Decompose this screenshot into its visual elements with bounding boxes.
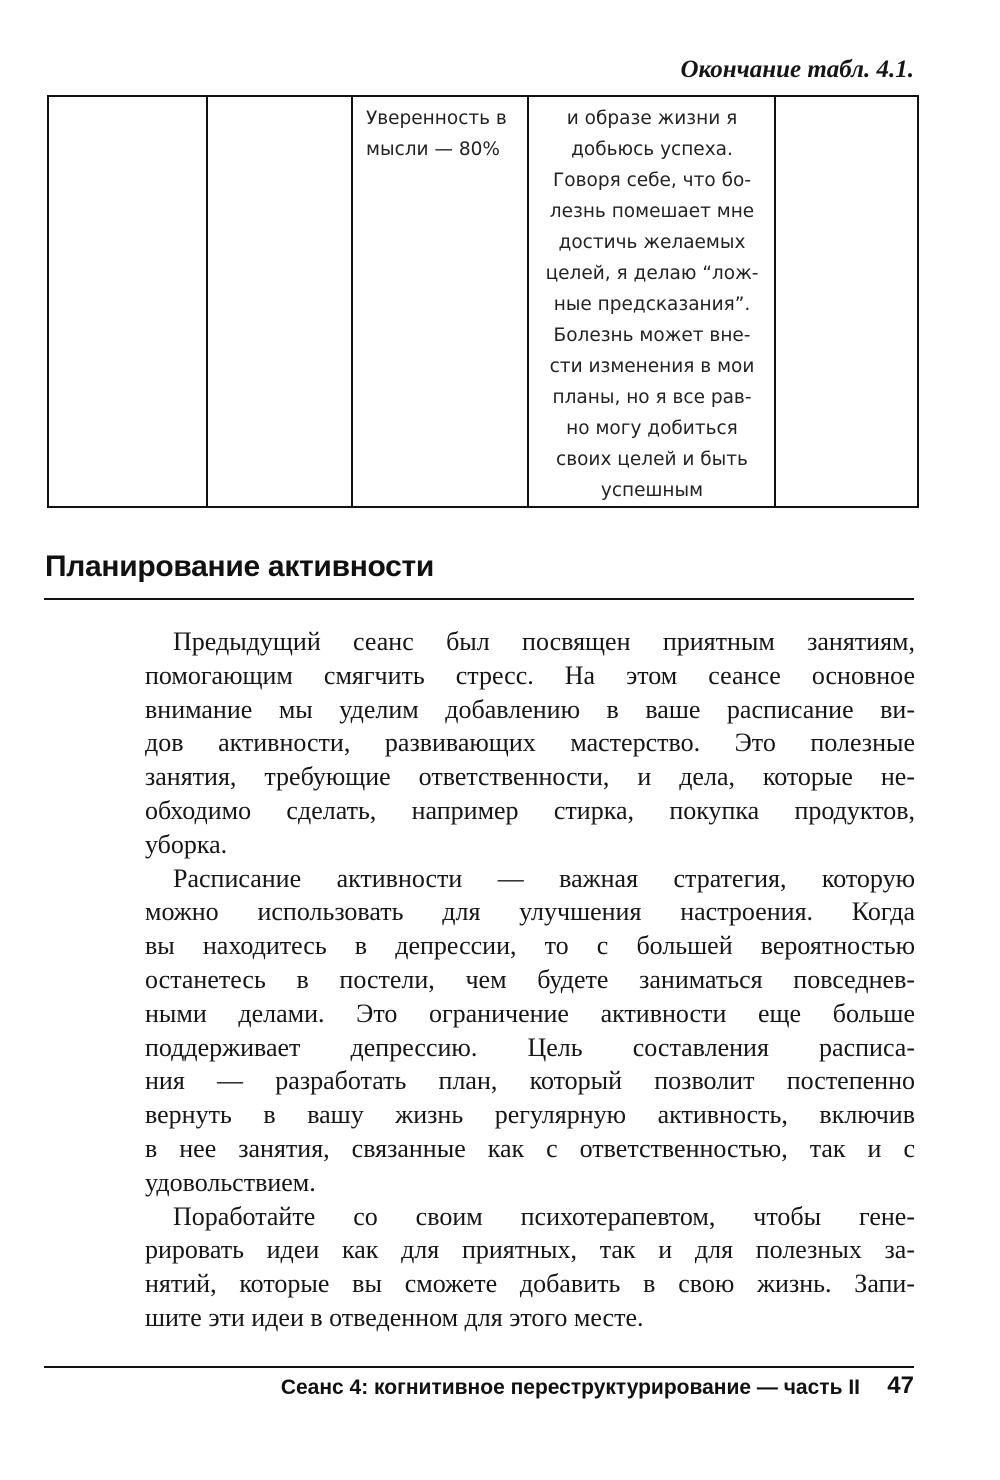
paragraph bbox=[145, 625, 915, 862]
text-line: вы находитесь в депрессии, то с большей вероятностью bbox=[145, 931, 915, 961]
text-line: вернуть в вашу жизнь регулярную активность, включив bbox=[145, 1100, 915, 1130]
text-line: обходимо сделать, например стирка, покупка продуктов, bbox=[145, 795, 915, 825]
cell-text-line: ные предсказания”. bbox=[553, 294, 751, 315]
cell-text-line: Говоря себе, что бо- bbox=[553, 170, 751, 191]
text-line: в нее занятия, связанные как с ответственностью, так и с bbox=[145, 1133, 915, 1163]
text-line: можно использовать для улучшения настроения. Когда bbox=[145, 897, 915, 927]
cell-text-line: сти изменения в мои bbox=[549, 356, 755, 377]
text-line: шите эти идеи в отведенном для этого месте. bbox=[145, 1302, 644, 1332]
table-cell-rational-response bbox=[530, 103, 774, 506]
text-line: внимание мы уделим добавлению в ваше расписание ви- bbox=[145, 694, 915, 724]
cell-text-line: успешным bbox=[600, 480, 704, 501]
table-column-divider bbox=[206, 97, 208, 506]
text-line: Поработайте со своим психотерапевтом, чтобы гене- bbox=[173, 1201, 915, 1231]
text-line: поддерживает депрессию. Цель составления расписа- bbox=[145, 1032, 915, 1062]
cell-text-line: но могу добиться bbox=[566, 418, 738, 439]
paragraph bbox=[145, 1200, 915, 1335]
text-line: уборка. bbox=[145, 829, 228, 859]
cell-text-line: достичь желаемых bbox=[558, 232, 746, 253]
cell-text-line: и образе жизни я bbox=[566, 108, 738, 129]
table-column-divider bbox=[774, 97, 776, 506]
footer-rule bbox=[44, 1366, 914, 1368]
page-number: 47 bbox=[887, 1372, 914, 1399]
table-caption: Окончание табл. 4.1. bbox=[680, 56, 914, 83]
text-line: ными делами. Это ограничение активности еще больше bbox=[145, 998, 915, 1028]
running-footer: Сеанс 4: когнитивное переструктурирование — часть II bbox=[280, 1376, 860, 1399]
text-line: нятий, которые вы сможете добавить в свою жизнь. Запи- bbox=[145, 1269, 915, 1299]
table-cell-confidence bbox=[356, 103, 528, 165]
text-line: рировать идеи как для приятных, так и для полезных за- bbox=[145, 1235, 915, 1265]
cell-text-line: добьюсь успеха. bbox=[571, 139, 733, 160]
thought-record-table bbox=[47, 95, 919, 508]
cell-text-line: Болезнь может вне- bbox=[553, 325, 751, 346]
text-line: Предыдущий сеанс был посвящен приятным занятиям, bbox=[173, 627, 915, 656]
cell-text-line: лезнь помешает мне bbox=[549, 201, 755, 222]
cell-text-line: мысли — 80% bbox=[366, 139, 500, 160]
body-text bbox=[145, 625, 915, 1335]
table-column-divider bbox=[351, 97, 353, 506]
section-heading: Планирование активности bbox=[45, 550, 435, 583]
cell-text-line: своих целей и быть bbox=[556, 449, 748, 470]
text-line: занятия, требующие ответственности, и дела, которые не- bbox=[145, 762, 915, 792]
text-line: дов активности, развивающих мастерство. Это полезные bbox=[145, 728, 915, 758]
text-line: помогающим смягчить стресс. На этом сеансе основное bbox=[145, 660, 915, 690]
cell-text-line: Уверенность в bbox=[366, 108, 507, 129]
paragraph bbox=[145, 862, 915, 1200]
heading-rule bbox=[44, 598, 914, 600]
text-line: Расписание активности — важная стратегия, которую bbox=[173, 863, 915, 893]
cell-text-line: планы, но я все рав- bbox=[552, 387, 752, 408]
text-line: ния — разработать план, который позволит постепенно bbox=[145, 1066, 915, 1096]
text-line: удовольствием. bbox=[145, 1167, 316, 1197]
text-line: останетесь в постели, чем будете заниматься повседнев- bbox=[145, 964, 915, 994]
cell-text-line: целей, я делаю “лож- bbox=[545, 263, 759, 284]
